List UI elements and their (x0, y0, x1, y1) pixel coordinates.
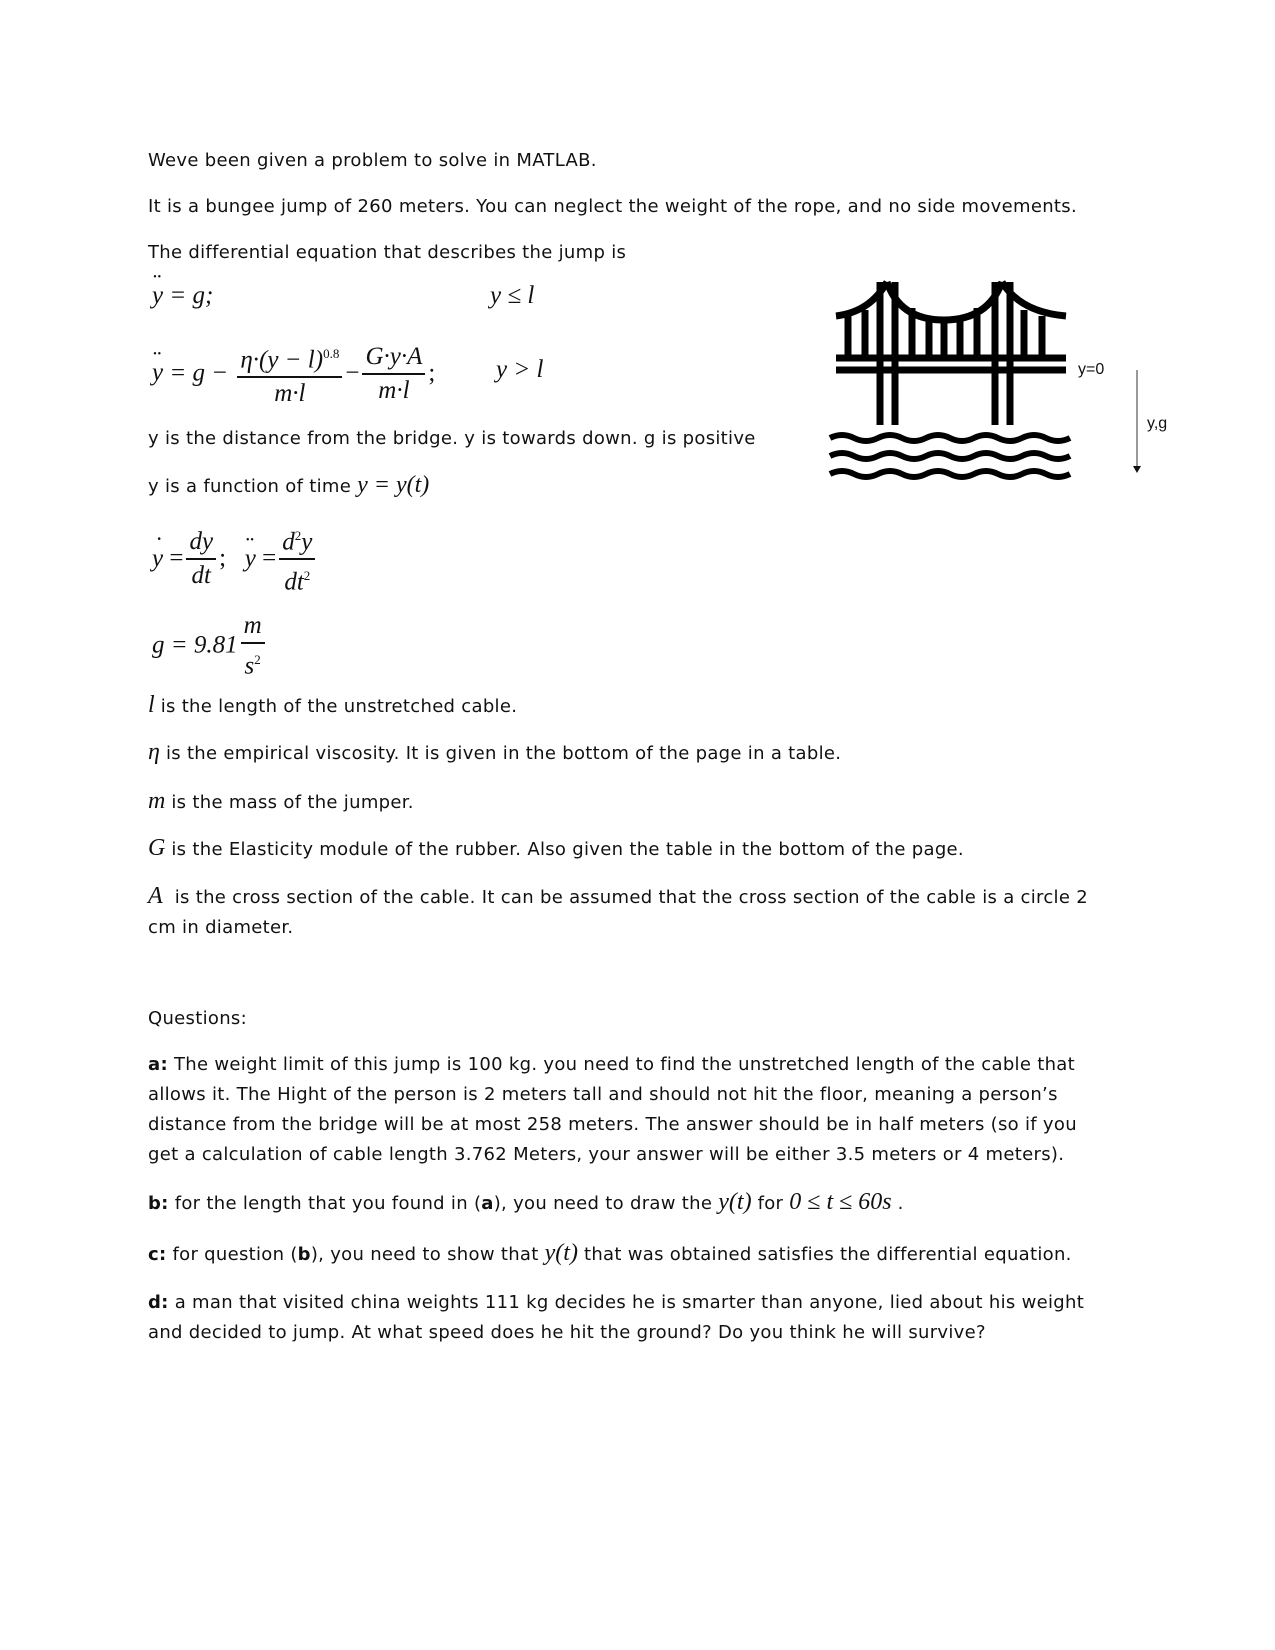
question-b-text: . (891, 1193, 904, 1214)
intro-line-2: It is a bungee jump of 260 meters. You can neglect the weight of the rope, and no side movements. (148, 196, 1077, 217)
y-function-definition (148, 470, 429, 502)
variable-description: is the mass of the jumper. (171, 792, 414, 813)
elastic-fraction (362, 343, 425, 406)
variable-description: is the length of the unstretched cable. (160, 696, 518, 717)
variable-symbol: m (148, 788, 166, 814)
question-b-text: for the length that you found in ( (168, 1193, 482, 1214)
viscosity-exponent: 0.8 (323, 346, 340, 361)
eq2-mid: = g − (163, 359, 229, 387)
eq2-end: ; (428, 359, 436, 387)
deriv2-num-d: d (282, 528, 295, 556)
zero-level-label: y=0 (1078, 361, 1105, 378)
elastic-numerator: G·y·A (362, 343, 425, 375)
question-d-label: d: (148, 1292, 169, 1313)
variable-a (148, 881, 1108, 943)
wave (830, 471, 1070, 477)
equation-free-fall (152, 282, 213, 310)
water-waves-icon (830, 435, 1070, 477)
question-d (148, 1288, 1108, 1348)
gravity-definition (152, 612, 268, 681)
deriv2-lhs: ¨ y (245, 545, 256, 573)
intro-line-3: The differential equation that describes the jump is (148, 242, 627, 263)
question-a (148, 1050, 1108, 1170)
derivative-definitions: ˙ y = $\frac{dy}{dt}$ ; ¨ y = $\frac{d^2y}{dt^2}$ (152, 522, 318, 598)
arrow-down-icon (1130, 370, 1144, 474)
variable-symbol: η (148, 739, 160, 765)
variable-l (148, 690, 517, 722)
variable-eta (148, 737, 841, 769)
question-b-text: ), you need to draw the (493, 1193, 719, 1214)
question-b-math: y(t) (718, 1189, 752, 1215)
question-c-math: y(t) (544, 1240, 578, 1266)
question-b-label: b: (148, 1193, 169, 1214)
gravity-unit-exponent: 2 (254, 652, 261, 667)
variable-m (148, 786, 414, 818)
question-c-text: ), you need to show that (310, 1244, 545, 1265)
equation-2-condition: y > l (496, 356, 544, 383)
gravity-value: g = 9.81 (152, 631, 238, 659)
suspension-bridge-icon (820, 270, 1080, 485)
equation-stretched (152, 340, 435, 409)
variable-description: is the cross section of the cable. It can be assumed that the cross section of the cable is a circle 2 cm in diameter. (148, 887, 1089, 938)
deriv2-den-exp: 2 (303, 568, 311, 584)
gravity-unit-numerator: m (241, 612, 265, 644)
question-b-text: for (751, 1193, 790, 1214)
question-a-text: The weight limit of this jump is 100 kg. you need to find the unstretched length of the cable that allows it. The Hight of the person is 2 meters tall and should not hit the floor, meaning a person’s distance from the bridge will be at most 258 meters. The answer should be in half meters (so if you get a calculation of cable length 3.762 Meters, your answer will be either 3.5 meters or 4 meters). (148, 1054, 1077, 1165)
deriv2-num-y: y (301, 528, 313, 556)
deriv1-lhs: ˙ y (152, 545, 163, 573)
questions-heading: Questions: (148, 1008, 247, 1029)
question-b-ref: a (481, 1193, 494, 1214)
variable-symbol: G (148, 835, 166, 861)
deriv2-den: dt (284, 568, 304, 596)
question-c-ref: b (297, 1244, 311, 1265)
eq1-lhs: ¨ y (152, 282, 163, 310)
wave (830, 435, 1070, 441)
variable-description: is the empirical viscosity. It is given in the bottom of the page in a table. (165, 743, 842, 764)
intro-line-1: Weve been given a problem to solve in MATLAB. (148, 150, 597, 171)
eq1-rhs: = g; (163, 282, 214, 309)
eq2-lhs: ¨ y (152, 359, 163, 387)
y-function-math: y = y(t) (357, 472, 430, 498)
equation-1-condition: y ≤ l (490, 282, 535, 309)
variable-symbol: A (148, 883, 163, 909)
direction-axis-label: y,g (1147, 415, 1168, 432)
y-function-text: y is a function of time (148, 476, 358, 497)
question-c-text: that was obtained satisfies the differential equation. (577, 1244, 1072, 1265)
question-c-text: for question ( (166, 1244, 298, 1265)
gravity-unit-denominator: s (244, 652, 255, 680)
deriv2-num-exp: 2 (294, 528, 302, 543)
variable-description: is the Elasticity module of the rubber. Also given the table in the bottom of the page. (171, 839, 964, 860)
question-c (148, 1238, 1072, 1270)
question-a-label: a: (148, 1054, 168, 1075)
y-distance-definition: y is the distance from the bridge. y is towards down. g is positive (148, 428, 756, 449)
question-d-text: a man that visited china weights 111 kg decides he is smarter than anyone, lied about his weight and decided to jump. At what speed does he hit the ground? Do you think he will survive? (148, 1292, 1085, 1343)
question-b-range: 0 ≤ t ≤ 60s (789, 1189, 892, 1215)
question-c-label: c: (148, 1244, 167, 1265)
deriv1-numerator: dy (186, 528, 216, 560)
elastic-denominator: m·l (378, 377, 410, 405)
viscosity-fraction (237, 340, 342, 409)
viscosity-numerator: η·(y − l) (240, 346, 324, 374)
question-b (148, 1187, 904, 1219)
viscosity-denominator: m·l (274, 380, 306, 408)
eq2-minus: − (345, 359, 360, 387)
variable-symbol: l (148, 692, 155, 718)
main-cable (887, 282, 1002, 320)
wave (830, 453, 1070, 459)
deriv1-denominator: dt (191, 562, 211, 590)
deriv-separator: ; (219, 544, 227, 572)
variable-g-modulus (148, 833, 964, 865)
